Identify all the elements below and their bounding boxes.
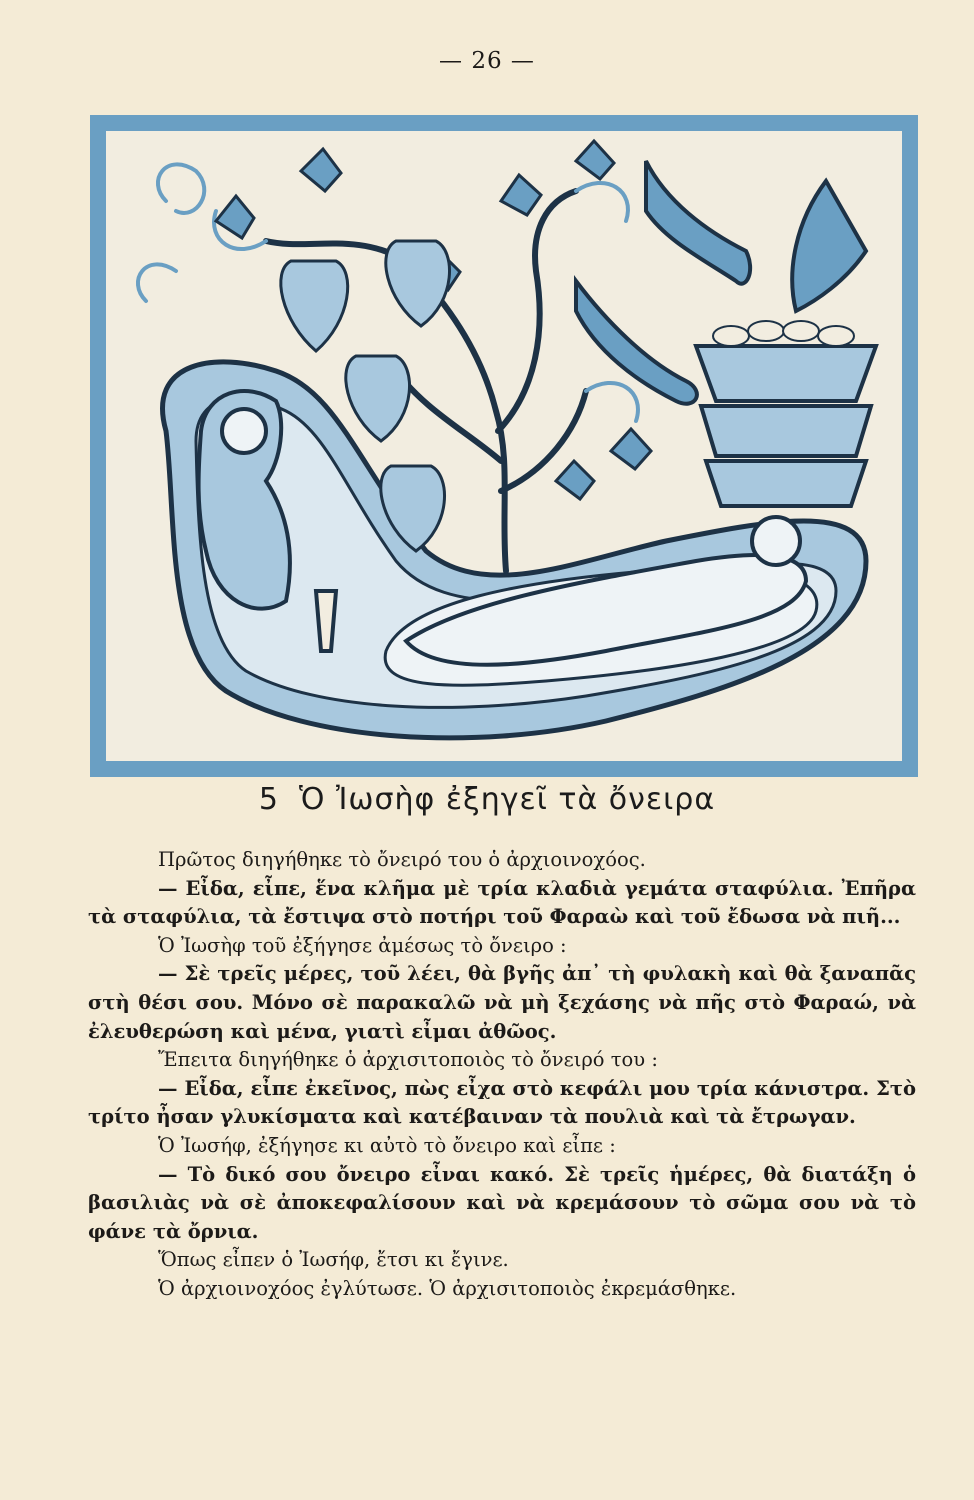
chapter-title: Ὁ Ἰωσὴφ ἐξηγεῖ τὰ ὄνειρα xyxy=(298,782,716,817)
page-number: — 26 — xyxy=(439,48,535,74)
dream-illustration xyxy=(90,115,918,777)
paragraph: — Εἶδα, εἶπε ἐκεῖνος, πὼς εἶχα στὸ κεφάλι μου τρία κάνιστρα. Στὸ τρίτο ἦσαν γλυκίσματα καὶ κατέβαιναν τὰ πουλιὰ καὶ τὰ ἔτρωγαν. xyxy=(88,1076,916,1129)
paragraph: Ὁ Ἰωσὴφ τοῦ ἐξήγησε ἀμέσως τὸ ὄνειρο : xyxy=(158,933,567,957)
paragraph: Ἔπειτα διηγήθηκε ὁ ἀρχισιτοποιὸς τὸ ὄνειρό του : xyxy=(158,1048,658,1072)
paragraph: — Τὸ δικό σου ὄνειρο εἶναι κακό. Σὲ τρεῖς ἡμέρες, θὰ διατάξη ὁ βασιλιὰς νὰ σὲ ἀποκεφαλίσουν καὶ νὰ κρεμάσουν τὸ σῶμα σου νὰ τὸ φάνε τὰ ὄρνια. xyxy=(88,1162,916,1243)
paragraph: — Σὲ τρεῖς μέρες, τοῦ λέει, θὰ βγῆς ἀπ᾽ τὴ φυλακὴ καὶ θὰ ξαναπᾶς στὴ θέσι σου. Μόνο σὲ παρακαλῶ νὰ μὴ ξεχάσης νὰ πῆς στὸ Φαραώ, νὰ ἐλευθερώση καὶ μένα, γιατὶ εἶμαι ἀθῶος. xyxy=(88,962,916,1043)
chapter-heading xyxy=(0,782,974,817)
paragraph: Ὁ ἀρχιοινοχόος ἐγλύτωσε. Ὁ ἀρχισιτοποιὸς ἐκρεμάσθηκε. xyxy=(158,1276,737,1300)
bread-baskets xyxy=(696,346,876,506)
paragraph: Πρῶτος διηγήθηκε τὸ ὄνειρό του ὁ ἀρχιοινοχόος. xyxy=(158,848,646,871)
paragraph: Ὁ Ἰωσήφ, ἐξήγησε κι αὐτὸ τὸ ὄνειρο καὶ εἶπε : xyxy=(158,1133,616,1157)
chapter-number: 5 xyxy=(258,782,279,817)
paragraph: — Εἶδα, εἶπε, ἕνα κλῆμα μὲ τρία κλαδιὰ γεμάτα σταφύλια. Ἐπῆρα τὰ σταφύλια, τὰ ἔστιψα στὸ ποτήρι τοῦ Φαραὼ καὶ τοῦ ἔδωσα νὰ πιῆ... xyxy=(88,876,916,929)
paragraph: Ὅπως εἶπεν ὁ Ἰωσήφ, ἔτσι κι ἔγινε. xyxy=(158,1248,509,1272)
story-text xyxy=(88,846,916,1304)
